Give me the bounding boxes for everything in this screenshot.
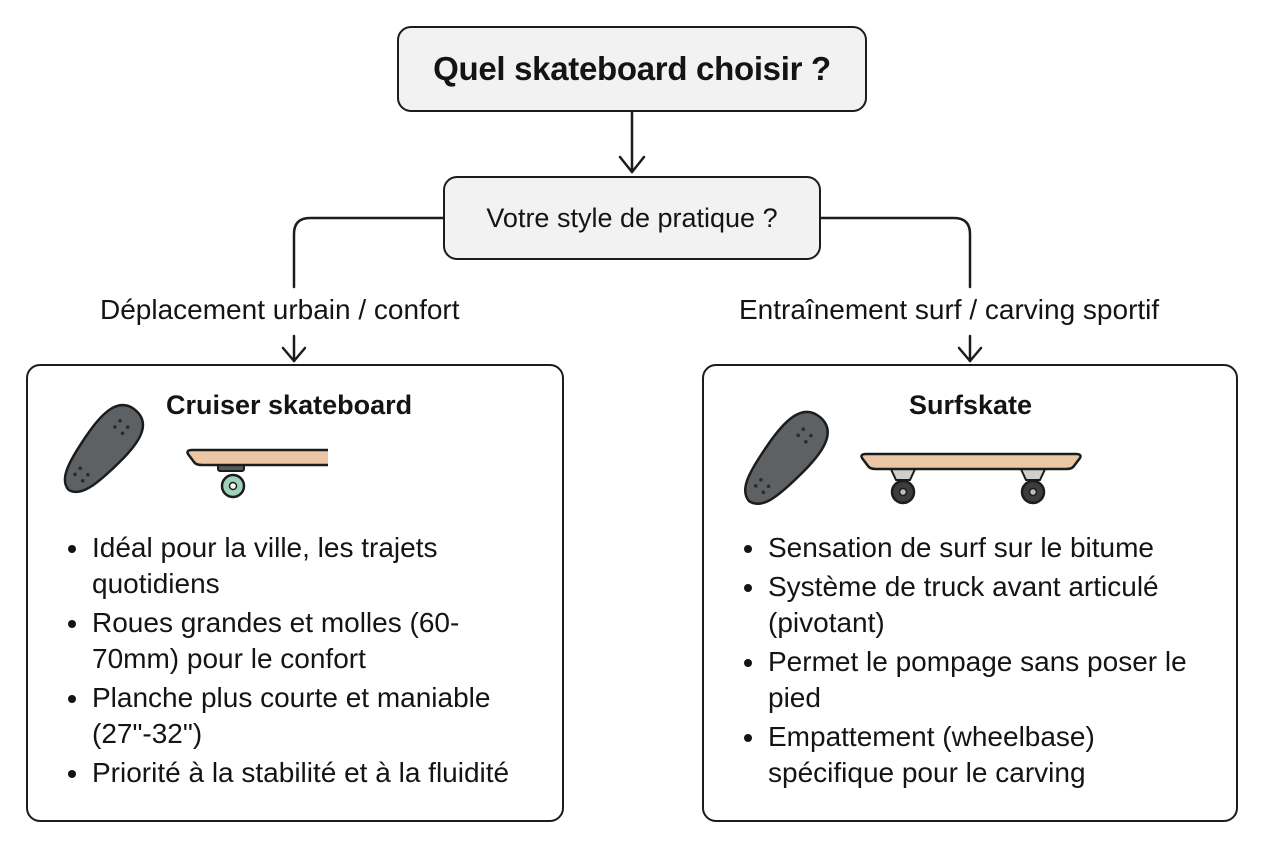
question-text: Votre style de pratique ?: [486, 202, 778, 233]
surfskate-card-title: Surfskate: [909, 390, 1033, 420]
surfskate-illustration: [704, 366, 1104, 516]
surfskate-bullet: Empattement (wheelbase) spécifique pour le carving: [742, 719, 1212, 791]
cruiser-bullet: Roues grandes et molles (60-70mm) pour le confort: [66, 605, 536, 677]
connector-question-left: [294, 218, 443, 287]
surfskate-bullet: Système de truck avant articulé (pivotant): [742, 569, 1212, 641]
title-node: [397, 26, 867, 112]
branch-label-left: Déplacement urbain / confort: [100, 294, 460, 325]
cruiser-illustration: [28, 366, 328, 516]
surfskate-card: [702, 364, 1238, 822]
cruiser-card-title: Cruiser skateboard: [166, 390, 413, 420]
cruiser-bullet: Idéal pour la ville, les trajets quotidiens: [66, 530, 536, 602]
surfskate-bullet: Permet le pompage sans poser le pied: [742, 644, 1212, 716]
cruiser-bullet-list: [66, 530, 536, 794]
cruiser-board-top-icon: [52, 396, 153, 504]
surfskate-board-top-icon: [732, 402, 838, 516]
branch-label-right: Entraînement surf / carving sportif: [739, 294, 1160, 325]
cruiser-bullet: Planche plus courte et maniable (27"-32"): [66, 680, 536, 752]
connector-question-right: [821, 218, 970, 287]
cruiser-board-side-icon: [188, 450, 329, 497]
surfskate-board-side-icon: [862, 454, 1081, 503]
surfskate-bullet-list: [742, 530, 1212, 794]
cruiser-card: [26, 364, 564, 822]
cruiser-bullet: Priorité à la stabilité et à la fluidité: [66, 755, 536, 791]
diagram-title: Quel skateboard choisir ?: [433, 50, 831, 87]
question-node: [443, 176, 821, 260]
surfskate-bullet: Sensation de surf sur le bitume: [742, 530, 1212, 566]
